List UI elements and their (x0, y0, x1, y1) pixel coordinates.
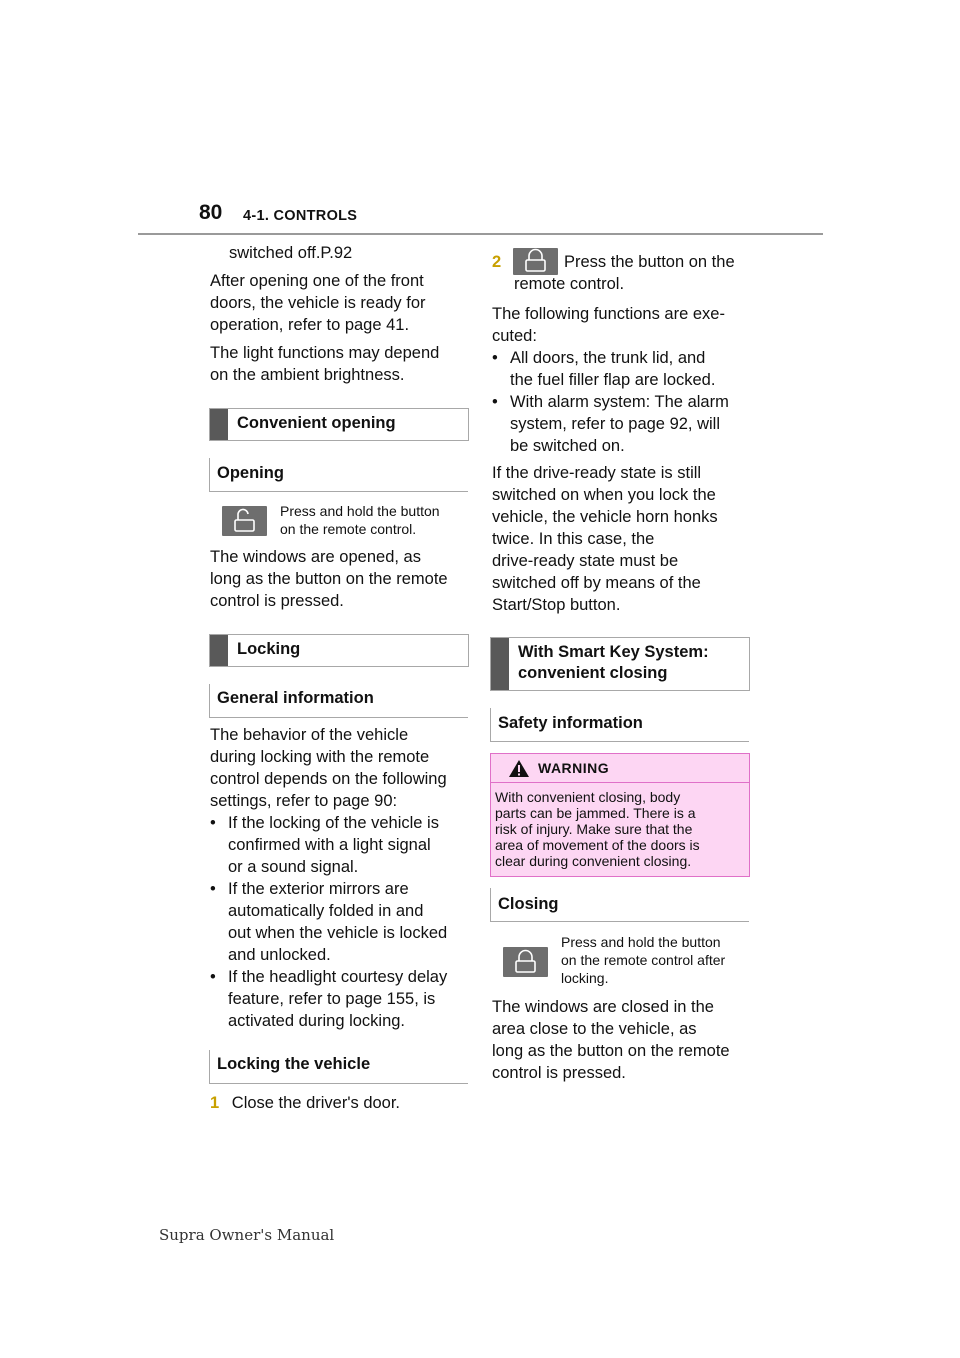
heading-locking-the-vehicle: Locking the vehicle (217, 1055, 371, 1073)
warning-box (490, 753, 750, 877)
heading-smart-key-closing: With Smart Key System: convenient closing (490, 637, 750, 691)
lock-icon (503, 947, 548, 977)
list-item: • If the exterior mirrors are automatically folded in and out when the vehicle is locked and unlocked. (210, 878, 447, 966)
section-title: 4-1. CONTROLS (243, 208, 358, 224)
step-number: 2 (492, 253, 502, 271)
list-item: • With alarm system: The alarm system, refer to page 92, will be switched on. (492, 391, 729, 457)
heading-safety-information: Safety information (498, 714, 643, 732)
paragraph-drive-ready: If the drive-ready state is still switched on when you lock the vehicle, the vehicle horn honks twice. In this case, the drive-ready state must be switched off by means of the Start/Stop button. (492, 464, 718, 614)
heading-general-information: General information (217, 689, 374, 707)
page-number: 80 (199, 201, 223, 224)
paragraph-windows-opened: The windows are opened, as long as the button on the remote control is pressed. (210, 548, 448, 610)
list-item: • All doors, the trunk lid, and the fuel filler flap are locked. (492, 347, 729, 391)
lock-icon (513, 248, 558, 275)
paragraph-light-functions: The light functions may depend on the ambient brightness. (210, 344, 440, 384)
heading-closing: Closing (498, 895, 559, 913)
unlock-icon (222, 506, 267, 536)
warning-title: WARNING (538, 760, 610, 776)
closing-icon-caption: Press and hold the button on the remote control after locking. (561, 934, 726, 986)
list-item: • If the headlight courtesy delay feature, refer to page 155, is activated during locking. (210, 966, 447, 1032)
paragraph-windows-closed: The windows are closed in the area close to the vehicle, as long as the button on the remote control is pressed. (492, 998, 730, 1082)
opening-icon-caption: Press and hold the button on the remote control. (280, 503, 440, 537)
footer-manual-title: Supra Owner's Manual (159, 1226, 335, 1244)
paragraph-after-opening: After opening one of the front doors, the vehicle is ready for operation, refer to page 41. (210, 272, 426, 334)
step-number: 1 (210, 1094, 220, 1112)
paragraph-behavior: The behavior of the vehicle during locking with the remote control depends on the following settings, refer to page 90: • If the locking of the vehicle is confirmed with a light signal or a sound signal. • If the exterior mirrors are automatically folded in and out when the vehicle is locked and unlocked. • If the headlight courtesy delay feature, refer to page 155, is activated during locking. (210, 724, 447, 1032)
warning-text: With convenient closing, body parts can be jammed. There is a risk of injury. Make sure that the area of movement of the doors is clear during convenient closing. (495, 789, 700, 869)
paragraph-functions: The following functions are exe- cuted: • All doors, the trunk lid, and the fuel filler flap are locked. • With alarm system: The alarm system, refer to page 92, will be switched on. (492, 303, 729, 457)
heading-locking: Locking (209, 634, 469, 667)
text-switched-off: switched off.P.92 (229, 244, 353, 262)
warning-triangle-icon (508, 759, 530, 778)
list-item: • If the locking of the vehicle is confirmed with a light signal or a sound signal. (210, 812, 447, 878)
step-2 (492, 251, 501, 273)
heading-opening: Opening (217, 464, 284, 482)
step-1: 1 Close the driver's door. (210, 1094, 401, 1112)
header-rule (138, 233, 823, 235)
heading-convenient-opening: Convenient opening (209, 408, 469, 441)
